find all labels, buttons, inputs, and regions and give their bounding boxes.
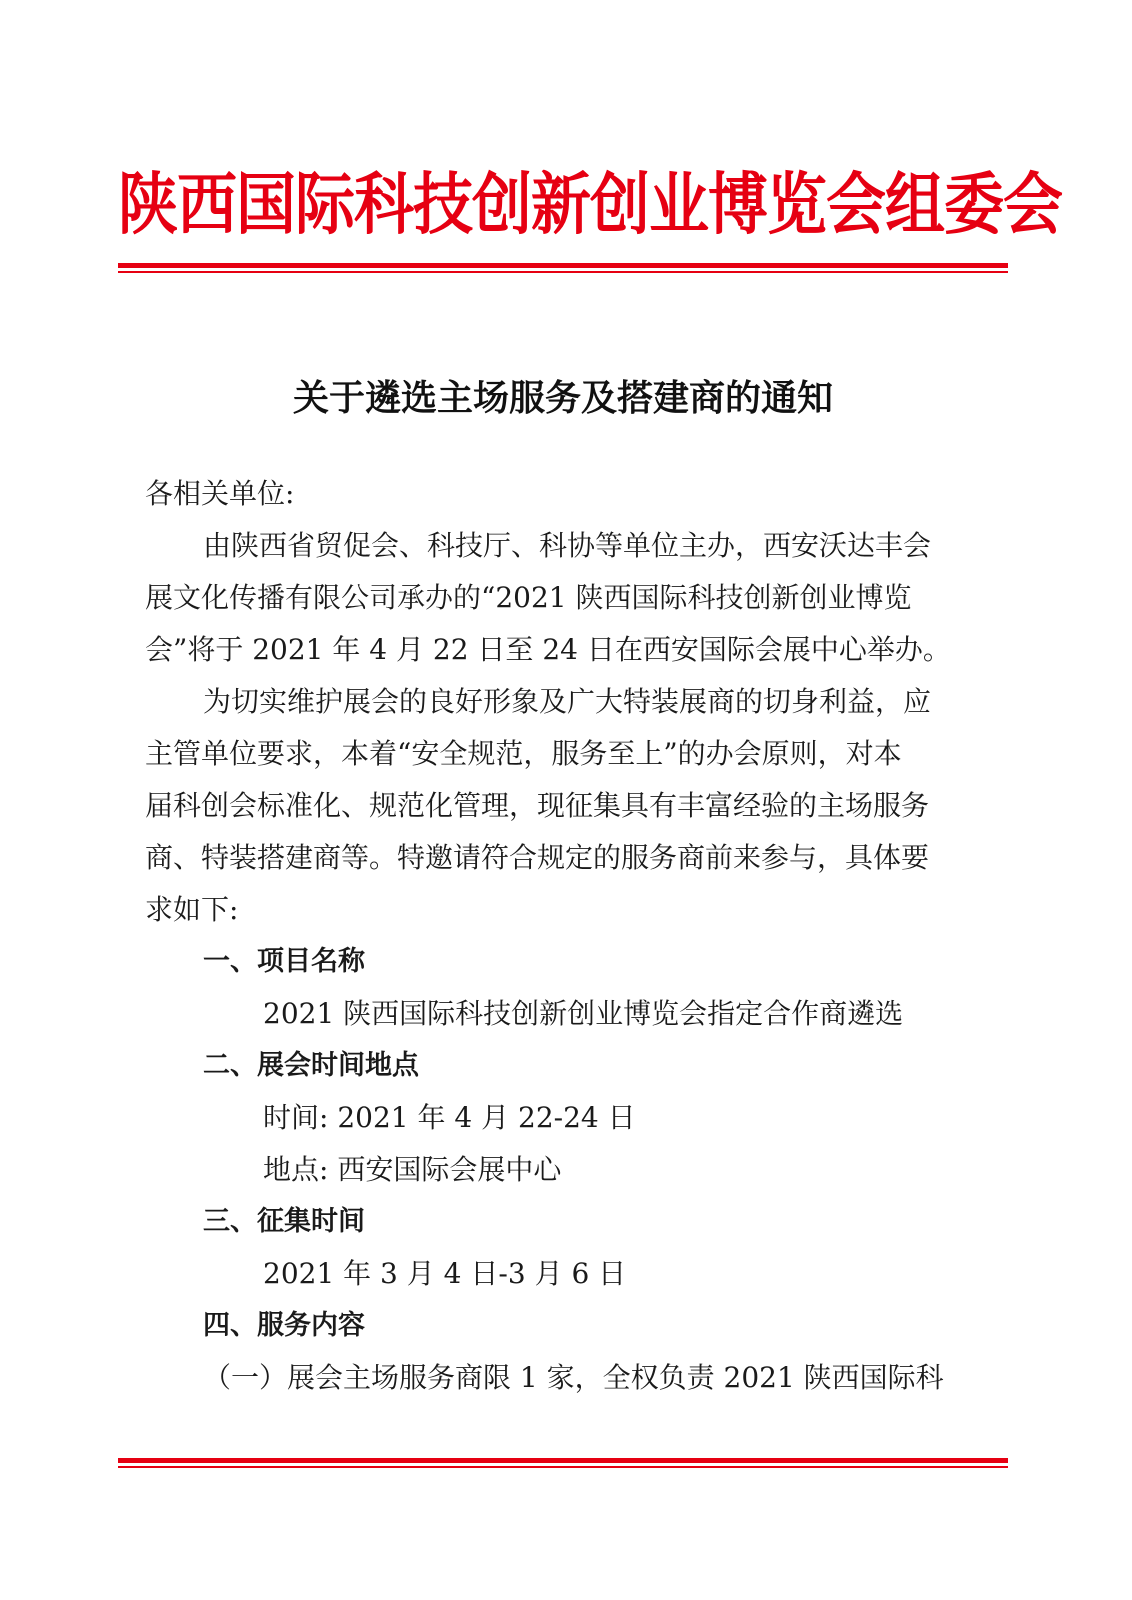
section-collection-time bbox=[145, 1196, 985, 1300]
document-body bbox=[145, 468, 985, 1404]
service-item-1: （一）展会主场服务商限 1 家，全权负责 2021 陕西国际科 bbox=[203, 1361, 944, 1394]
section-heading: 一、项目名称 bbox=[203, 946, 365, 977]
section-heading: 四、服务内容 bbox=[203, 1310, 365, 1341]
paragraph-2-line: 商、特装搭建商等。特邀请符合规定的服务商前来参与，具体要 bbox=[145, 841, 930, 874]
paragraph-2 bbox=[145, 676, 985, 936]
document-title: 关于遴选主场服务及搭建商的通知 bbox=[292, 377, 833, 419]
footer-rule-thick bbox=[118, 1458, 1008, 1463]
header-rule-thick bbox=[118, 263, 1008, 268]
section-heading: 二、展会时间地点 bbox=[203, 1050, 419, 1081]
footer-red-rule bbox=[118, 1458, 1008, 1468]
footer-rule-thin bbox=[118, 1466, 1008, 1468]
paragraph-1 bbox=[145, 520, 985, 676]
paragraph-1-line: 会”将于 2021 年 4 月 22 日至 24 日在西安国际会展中心举办。 bbox=[145, 633, 951, 666]
paragraph-1-line: 由陕西省贸促会、科技厅、科协等单位主办，西安沃达丰会 bbox=[203, 529, 932, 562]
paragraph-2-line: 为切实维护展会的良好形象及广大特装展商的切身利益，应 bbox=[203, 685, 932, 718]
section-heading: 三、征集时间 bbox=[203, 1206, 365, 1237]
paragraph-2-line: 主管单位要求，本着“安全规范，服务至上”的办会原则，对本 bbox=[145, 737, 902, 770]
section-service-content bbox=[145, 1300, 985, 1404]
header-red-rule bbox=[118, 263, 1008, 273]
header-rule-thin bbox=[118, 271, 1008, 273]
section-line: 2021 年 3 月 4 日-3 月 6 日 bbox=[263, 1257, 627, 1290]
paragraph-1-line: 展文化传播有限公司承办的“2021 陕西国际科技创新创业博览 bbox=[145, 581, 912, 614]
section-time-location bbox=[145, 1040, 985, 1196]
issuing-organization-title: 陕西国际科技创新创业博览会组委会 bbox=[118, 165, 1062, 245]
paragraph-2-line: 求如下: bbox=[145, 893, 239, 926]
salutation: 各相关单位: bbox=[145, 477, 295, 510]
paragraph-2-line: 届科创会标准化、规范化管理，现征集具有丰富经验的主场服务 bbox=[145, 789, 930, 822]
section-line: 地点: 西安国际会展中心 bbox=[263, 1153, 562, 1186]
section-line: 2021 陕西国际科技创新创业博览会指定合作商遴选 bbox=[263, 997, 904, 1030]
section-project-name bbox=[145, 936, 985, 1040]
section-line: 时间: 2021 年 4 月 22-24 日 bbox=[263, 1101, 636, 1134]
